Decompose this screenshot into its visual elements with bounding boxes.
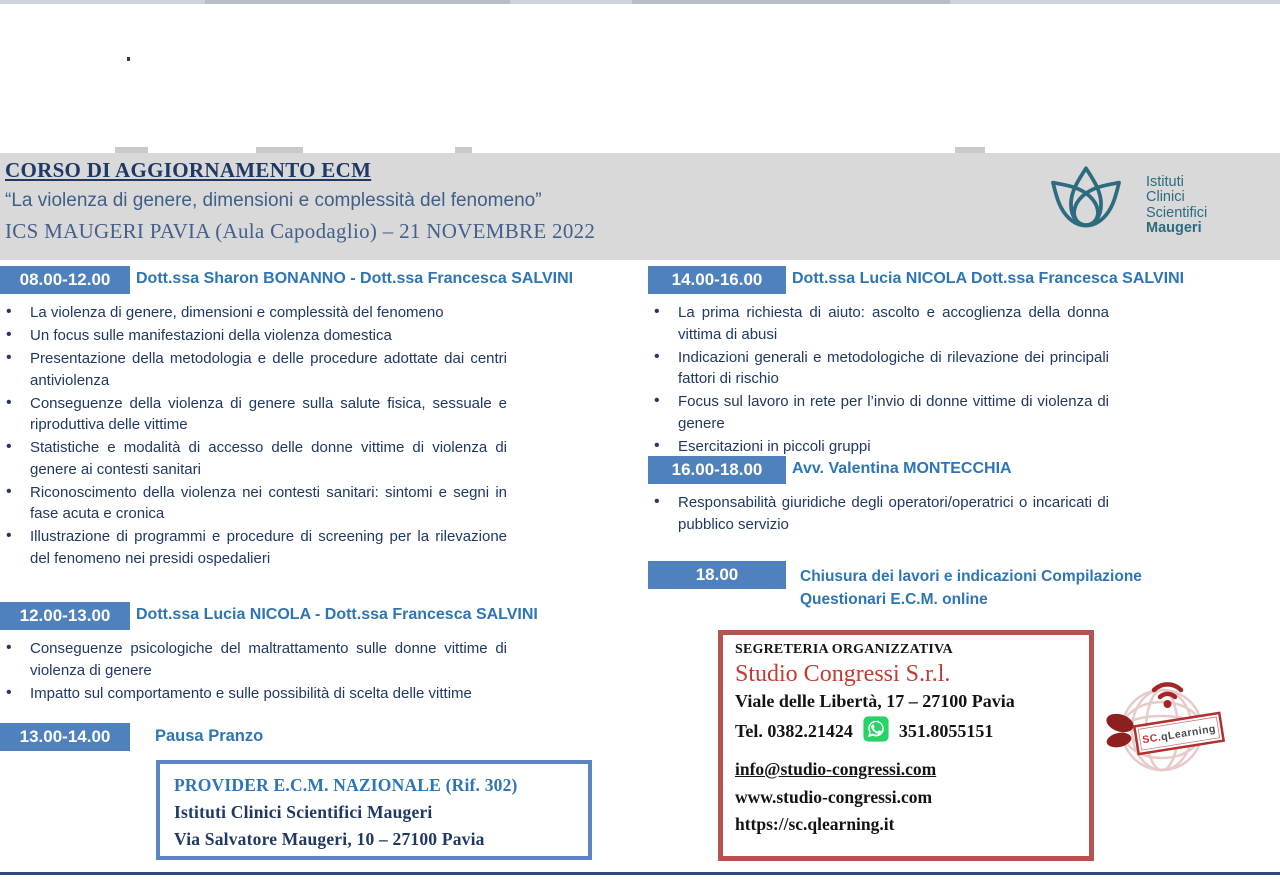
top-edge-segment xyxy=(205,0,510,4)
provider-box xyxy=(156,760,592,860)
email-link[interactable]: info@studio-congressi.com xyxy=(735,759,937,779)
session-1400-1600 xyxy=(648,266,1268,459)
secretariat-address: Viale delle Libertà, 17 – 27100 Pavia xyxy=(735,691,1015,711)
session-topics xyxy=(648,492,1109,535)
closing-note: Chiusura dei lavori e indicazioni Compilazione Questionari E.C.M. online xyxy=(800,568,1142,608)
topic-item: • Illustrazione di programmi e procedure di screening per la rilevazione del fenomeno nei presidi ospedalieri xyxy=(0,526,507,569)
stamp-label-prefix: SC. xyxy=(1141,731,1163,747)
stamp-label-rest: qLearning xyxy=(1160,722,1217,744)
topic-item: • Esercitazioni in piccoli gruppi xyxy=(648,436,1109,458)
session-1300-1400 xyxy=(0,723,660,751)
session-speaker: Avv. Valentina MONTECCHIA xyxy=(792,460,1012,477)
session-speaker: Dott.ssa Lucia NICOLA Dott.ssa Francesca SALVINI xyxy=(792,270,1185,287)
stray-dot xyxy=(127,57,130,61)
top-edge-segment xyxy=(632,0,950,4)
logo-line: Istituti xyxy=(1146,173,1184,190)
course-title: CORSO DI AGGIORNAMENTO ECM xyxy=(5,158,372,182)
time-chip: 12.00-13.00 xyxy=(0,602,130,630)
provider-org: Istituti Clinici Scientifici Maugeri xyxy=(174,802,433,822)
session-topics xyxy=(648,302,1109,457)
provider-title: PROVIDER E.C.M. NAZIONALE (Rif. 302) xyxy=(174,775,518,795)
session-1600-1800 xyxy=(648,456,1268,537)
logo-line: Clinici xyxy=(1146,189,1185,205)
time-chip: 13.00-14.00 xyxy=(0,723,130,751)
secretariat-phone-row xyxy=(735,716,1077,747)
logo-line: Scientifici xyxy=(1146,204,1208,221)
lunch-break-label: Pausa Pranzo xyxy=(155,727,264,745)
whatsapp-icon xyxy=(863,716,889,747)
topic-item: • Conseguenze della violenza di genere sulla salute fisica, sessuale e riproduttiva delle vittime xyxy=(0,393,507,436)
topic-item: • Riconoscimento della violenza nei contesti sanitari: sintomi e segni in fase acuta e cronica xyxy=(0,482,507,525)
sc-qlearning-stamp xyxy=(1098,676,1240,783)
session-speaker: Dott.ssa Sharon BONANNO - Dott.ssa Francesca SALVINI xyxy=(136,270,574,287)
venue-date: ICS MAUGERI PAVIA (Aula Capodaglio) – 21 NOVEMBRE 2022 xyxy=(5,219,596,243)
time-chip: 18.00 xyxy=(648,561,786,589)
maugeri-logo xyxy=(1040,163,1207,248)
topic-item: • Responsabilità giuridiche degli operatori/operatrici o incaricati di pubblico servizio xyxy=(648,492,1109,535)
provider-address: Via Salvatore Maugeri, 10 – 27100 Pavia xyxy=(174,829,485,849)
topic-item: • Impatto sul comportamento e sulle possibilità di scelta delle vittime xyxy=(0,683,507,705)
topic-item: • Presentazione della metodologia e delle procedure adottate dai centri antiviolenza xyxy=(0,348,507,391)
topic-item: • Indicazioni generali e metodologiche di rilevazione dei principali fattori di rischio xyxy=(648,347,1109,390)
topic-item: • Conseguenze psicologiche del maltrattamento sulle donne vittime di violenza di genere xyxy=(0,638,507,681)
secretariat-company: Studio Congressi S.r.l. xyxy=(735,661,951,687)
time-chip: 14.00-16.00 xyxy=(648,266,786,294)
session-1800-closing xyxy=(648,561,1268,611)
session-speaker: Dott.ssa Lucia NICOLA - Dott.ssa Francesca SALVINI xyxy=(136,606,538,623)
maugeri-logo-text xyxy=(1146,175,1207,237)
secretariat-heading: SEGRETERIA ORGANIZZATIVA xyxy=(735,642,953,657)
topic-item: • Un focus sulle manifestazioni della violenza domestica xyxy=(0,325,507,347)
logo-line: Maugeri xyxy=(1146,220,1202,236)
elearning-link[interactable]: https://sc.qlearning.it xyxy=(735,814,895,834)
session-topics xyxy=(0,302,507,569)
website-link[interactable]: www.studio-congressi.com xyxy=(735,787,933,807)
phone-number: Tel. 0382.21424 xyxy=(735,721,853,741)
maugeri-lotus-icon xyxy=(1040,163,1132,248)
topic-item: • Statistiche e modalità di accesso delle donne vittime di violenza di genere ai contesti sanitari xyxy=(0,437,507,480)
time-chip: 16.00-18.00 xyxy=(648,456,786,484)
time-chip: 08.00-12.00 xyxy=(0,266,130,294)
session-topics xyxy=(0,638,507,704)
session-0800-1200 xyxy=(0,266,660,571)
secretariat-box xyxy=(718,630,1094,861)
topic-item: • Focus sul lavoro in rete per l’invio di donne vittime di violenza di genere xyxy=(648,391,1109,434)
session-1200-1300 xyxy=(0,602,660,706)
window-top-edge xyxy=(0,0,1280,4)
course-subtitle: “La violenza di genere, dimensioni e complessità del fenomeno” xyxy=(5,190,542,211)
whatsapp-number: 351.8055151 xyxy=(898,721,994,741)
bottom-rule xyxy=(0,872,1280,875)
topic-item: • La prima richiesta di aiuto: ascolto e accoglienza della donna vittima di abusi xyxy=(648,302,1109,345)
topic-item: • La violenza di genere, dimensioni e complessità del fenomeno xyxy=(0,302,507,324)
header-band xyxy=(0,153,1280,260)
